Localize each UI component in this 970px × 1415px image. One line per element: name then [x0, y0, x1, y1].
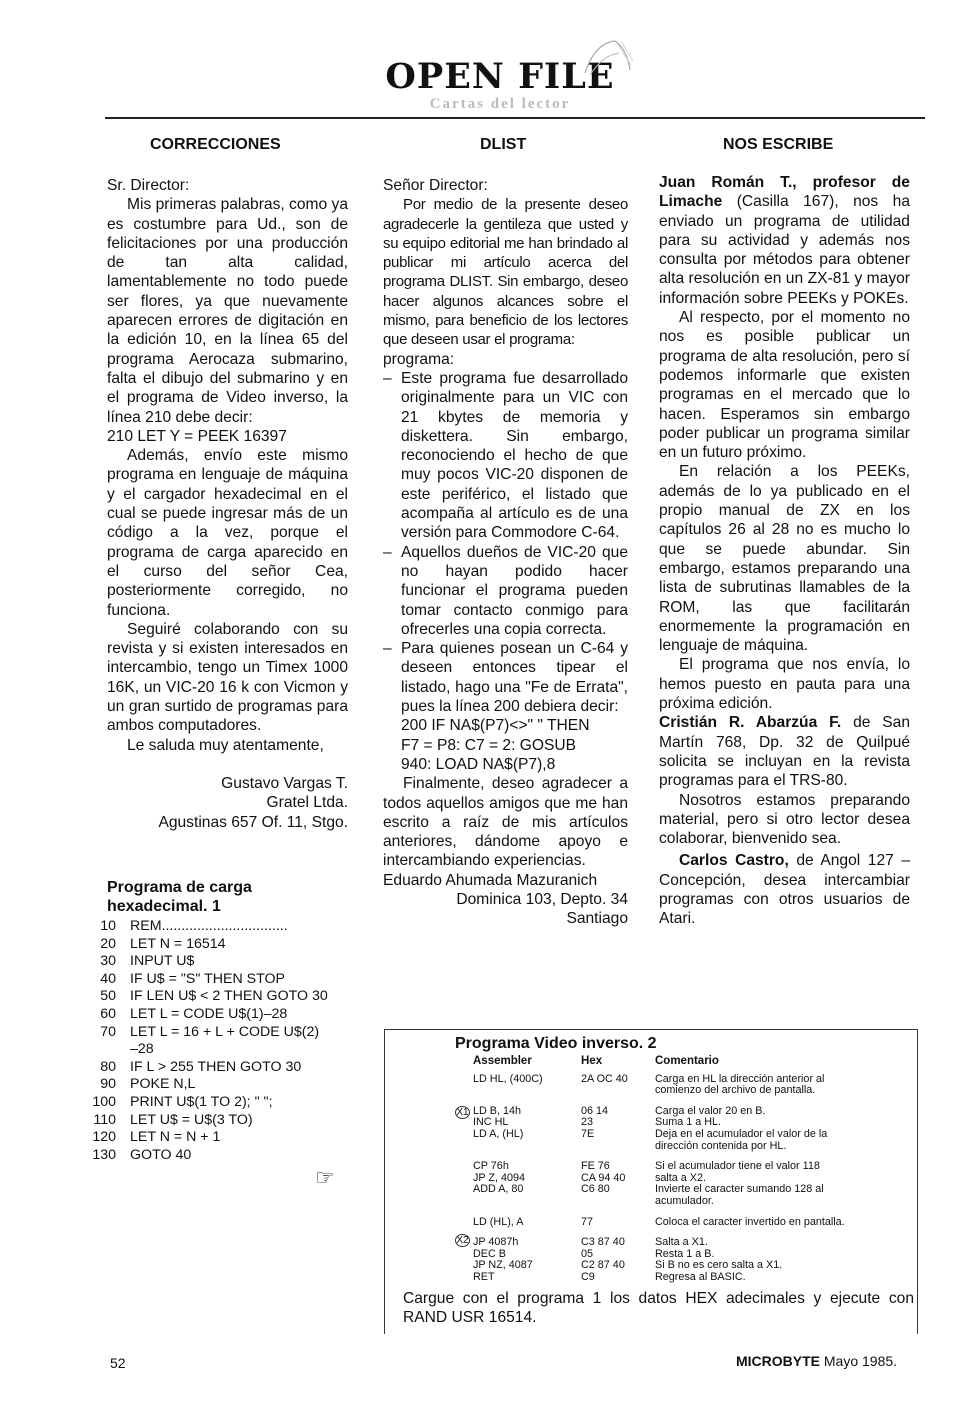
- reader-name: Carlos Castro,: [679, 852, 789, 870]
- paragraph: Finalmente, deseo agradecer a todos aquellos amigos que me han escrito a raíz de mis artículos anteriores, dándome apoyo e intercambiando experiencias.: [383, 775, 628, 870]
- list-item: – Este programa fue desarrollado originalmente para un VIC con 21 kbytes de memoria y diskettera. Sin embargo, reconociendo el hecho de que muy pocos VIC-20 disponen de este periférico, el listado que acompaña al artículo es de una versión para Commodore C-64.: [383, 369, 628, 543]
- line-code: –28: [130, 1041, 154, 1058]
- line-number: 30: [100, 953, 116, 970]
- line-number: 60: [100, 1005, 116, 1022]
- listing-line: [88, 1112, 378, 1130]
- comment-cell: Carga el valor 20 en B.: [655, 1104, 766, 1117]
- line-code: LET N = N + 1: [130, 1129, 221, 1146]
- listing-line: [88, 971, 378, 989]
- hex-cell: C3 87 40: [581, 1236, 625, 1249]
- comment-cell: Resta 1 a B.: [655, 1247, 715, 1260]
- assembler-cell: DEC B: [473, 1247, 506, 1260]
- table-row: [473, 1217, 850, 1229]
- assembler-cell: INC HL: [473, 1116, 509, 1129]
- line-code: LET L = CODE U$(1)–28: [130, 1005, 288, 1022]
- line-code: INPUT U$: [130, 953, 195, 970]
- comment-cell: Invierte el caracter sumando 128 al acumulador.: [655, 1183, 824, 1207]
- page-number: 52: [110, 1355, 126, 1371]
- line-code: GOTO 40: [130, 1146, 192, 1163]
- comment-cell: Salta a X1.: [655, 1236, 708, 1249]
- signature-city: Santiago: [566, 910, 628, 928]
- assembler-cell: LD B, 14h: [473, 1104, 522, 1117]
- paragraph: de Angol 127 – Concepción, desea intercambiar programas con otros usuarios de Atari.: [659, 852, 910, 928]
- comment-cell: Deja en el acumulador el valor de la dirección contenida por HL.: [655, 1127, 828, 1152]
- table-row: [473, 1161, 850, 1173]
- hex-cell: 05: [581, 1247, 594, 1260]
- comment-cell: salta a X2.: [655, 1171, 707, 1184]
- basic-listing: [88, 918, 378, 1164]
- line-code: IF LEN U$ < 2 THEN GOTO 30: [130, 988, 328, 1005]
- hex-cell: C9: [581, 1270, 595, 1283]
- comment-cell: Si B no es cero salta a X1.: [655, 1259, 783, 1272]
- listing-line: [88, 918, 378, 936]
- assembler-cell: CP 76h: [473, 1160, 509, 1173]
- line-code: IF U$ = "S" THEN STOP: [130, 970, 286, 987]
- heading-correcciones: CORRECCIONES: [150, 136, 281, 153]
- hex-cell: FE 76: [581, 1160, 610, 1173]
- reader-name: Cristián R. Abarzúa F.: [659, 714, 842, 732]
- assembler-cell: JP 4087h: [473, 1236, 519, 1249]
- paragraph: de San Martín 768, Dp. 32 de Quilpué solicita se incluyan en la revista programas para el TRS-80.: [659, 714, 910, 790]
- list-item: – Aquellos dueños de VIC-20 que no hayan podido hacer funcionar el programa pueden tomar contacto conmigo para ofrecerles una copia correcta.: [383, 543, 628, 639]
- line-number: [88, 1041, 130, 1059]
- hex-cell: 2A OC 40: [581, 1072, 628, 1085]
- table-row: [473, 1074, 850, 1097]
- table-row: [473, 1129, 850, 1152]
- listing-line: [88, 1147, 378, 1165]
- masthead-subtitle: Cartas del lector: [429, 96, 571, 112]
- pointing-hand-icon: ☞: [315, 1165, 335, 1190]
- dlist-notes: [383, 369, 628, 716]
- signature-address: Agustinas 657 Of. 11, Stgo.: [158, 813, 348, 831]
- signature-address: Dominica 103, Depto. 34: [456, 890, 628, 908]
- line-code: LET N = 16514: [130, 935, 226, 952]
- assembler-cell: JP NZ, 4087: [473, 1259, 533, 1272]
- paragraph: Al respecto, por el momento no nos es posible publicar un programa de alta resolución, pero sí podemos informarle que existen programas en el mercado que lo hacen. Esperamos sin embargo poder publicar un programa similar en un futuro próximo.: [659, 309, 910, 462]
- signature-name: Gustavo Vargas T.: [221, 774, 348, 792]
- line-number: 130: [92, 1146, 116, 1163]
- comment-cell: Regresa al BASIC.: [655, 1270, 746, 1283]
- line-number: 50: [100, 988, 116, 1005]
- line-number: 40: [100, 970, 116, 987]
- code-line: 940: LOAD NA$(P7),8: [401, 755, 556, 773]
- assembler-cell: LD (HL), A: [473, 1215, 524, 1228]
- paragraph: El programa que nos envía, lo hemos puesto en pauta para una próxima edición.: [659, 656, 910, 713]
- listing-line: [88, 936, 378, 954]
- header-rule: [105, 117, 925, 119]
- x2-marker: X2: [456, 1235, 469, 1246]
- column-header: Assembler: [473, 1055, 532, 1067]
- paragraph: (Casilla 167), nos ha enviado un programa de utilidad para su actividad y además nos consulta por métodos para obtener alta resolución en un ZX-81 y mayor información sobre PEEKs y POKEs.: [659, 193, 910, 307]
- column-header: Hex: [581, 1055, 603, 1067]
- hex-cell: C6 80: [581, 1183, 610, 1196]
- list-item: – Para quienes posean un C-64 y deseen entonces tipear el listado, hago una "Fe de Errata", pues la línea 200 debiera decir:: [383, 639, 628, 716]
- hex-cell: 77: [581, 1215, 594, 1228]
- code-line: F7 = P8: C7 = 2: GOSUB: [401, 736, 577, 754]
- assembler-cell: ADD A, 80: [473, 1183, 524, 1196]
- magazine-name: MICROBYTE: [736, 1353, 820, 1369]
- heading-dlist: DLIST: [480, 136, 527, 153]
- line-code: REM................................: [130, 918, 288, 934]
- hex-cell: 06 14: [581, 1104, 609, 1117]
- line-number: 70: [100, 1023, 116, 1040]
- line-number: 120: [92, 1129, 116, 1146]
- assembler-box: [384, 1029, 918, 1334]
- listing-line: [88, 1129, 378, 1147]
- hex-cell: C2 87 40: [581, 1259, 625, 1272]
- paragraph: Mis primeras palabras, como ya es costumbre para Ud., son de felicitaciones por una producción de tan alta calidad, lamentablemente no todo puede ser flores, ya que nuevamente aparecen errores de digitación en la edición 10, en la línea 65 del programa Aerocaza submarino, falta el dibujo del submarino y en el programa de Video inverso, la línea 210 debe decir:: [107, 196, 348, 426]
- line-number: 110: [93, 1111, 116, 1128]
- listing-line: [88, 1076, 378, 1094]
- comment-cell: Suma 1 a HL.: [655, 1116, 722, 1129]
- line-number: 80: [100, 1058, 116, 1075]
- listing-line: [88, 1041, 378, 1059]
- heading-nos-escribe: NOS ESCRIBE: [723, 136, 834, 153]
- comment-cell: Si el acumulador tiene el valor 118: [655, 1160, 820, 1173]
- listing-line: [88, 988, 378, 1006]
- box-title: Programa Video inverso. 2: [455, 1035, 657, 1052]
- letter-dlist: [383, 176, 628, 929]
- issue-date: Mayo 1985.: [820, 1353, 898, 1369]
- comment-cell: Coloca el caracter invertido en pantalla.: [655, 1215, 845, 1228]
- masthead-title: OPEN FILE: [385, 56, 615, 97]
- listing-line: [88, 1094, 378, 1112]
- paragraph: En relación a los PEEKs, además de lo ya publicado en el propio manual de ZX en los capítulos 26 al 28 no es mucho lo que se puede abundar. Sin embargo, estamos preparando una lista de subrutinas llamables de la ROM, las que facilitarán enormemente la programación en lenguaje de máquina.: [659, 463, 910, 655]
- closing: Le saluda muy atentamente,: [127, 736, 324, 754]
- hex-cell: 23: [581, 1116, 594, 1129]
- line-code: LET L = 16 + L + CODE U$(2): [130, 1023, 320, 1040]
- line-number: 10: [100, 918, 116, 934]
- salutation: Señor Director:: [383, 177, 488, 194]
- table-row: [473, 1237, 850, 1249]
- listing-line: [88, 1006, 378, 1024]
- code-line: 210 LET Y = PEEK 16397: [107, 427, 287, 445]
- assembler-table: [473, 1056, 850, 1284]
- table-row: [473, 1184, 850, 1207]
- assembler-cell: LD A, (HL): [473, 1127, 524, 1140]
- line-number: 100: [92, 1093, 116, 1110]
- line-code: LET U$ = U$(3 TO): [130, 1111, 253, 1128]
- paragraph: Nosotros estamos preparando material, pero si otro lector desea colaborar, bienvenido sea.: [659, 791, 910, 848]
- listing-line: [88, 1059, 378, 1077]
- salutation: Sr. Director:: [107, 177, 190, 194]
- box-note: Cargue con el programa 1 los datos HEX adecimales y ejecute con RAND USR 16514.: [403, 1289, 914, 1326]
- listing-line: [88, 953, 378, 971]
- line-code: POKE N,L: [130, 1076, 196, 1093]
- listing-line: [88, 1024, 378, 1042]
- listing-title: Programa de carga hexadecimal. 1: [107, 879, 252, 915]
- assembler-cell: JP Z, 4094: [473, 1171, 526, 1184]
- file-folder-icon: [575, 35, 635, 95]
- reader-name: Juan Román T., profesor de Limache: [659, 174, 910, 211]
- paragraph: programa:: [383, 350, 455, 368]
- paragraph: Seguiré colaborando con su revista y si existen interesados en intercambio, tengo un Timex 1000 16K, un VIC-20 16 k con Vicmon y un gran surtido de programas para ambos computadores.: [107, 620, 348, 735]
- editor-replies: [659, 173, 910, 929]
- signature-company: Gratel Ltda.: [266, 794, 348, 812]
- line-number: 20: [100, 935, 116, 952]
- hex-cell: CA 94 40: [581, 1171, 626, 1184]
- assembler-cell: LD HL, (400C): [473, 1072, 543, 1085]
- assembler-cell: RET: [473, 1270, 495, 1283]
- x1-marker: X1: [456, 1107, 469, 1118]
- letter-correcciones: [107, 176, 348, 832]
- column-header: Comentario: [655, 1055, 719, 1067]
- comment-cell: Carga en HL la dirección anterior al comienzo del archivo de pantalla.: [655, 1072, 825, 1097]
- paragraph: Por medio de la presente deseo agradecerle la gentileza que usted y su equipo editorial me han brindado al publicar mi artículo acerca del programa DLIST. Sin embargo, deseo hacer algunos alcances sobre el mismo, para beneficio de los lectores que deseen usar el programa:: [383, 196, 628, 349]
- code-line: 200 IF NA$(P7)<>" " THEN: [401, 717, 590, 735]
- line-code: PRINT U$(1 TO 2); " ";: [130, 1093, 273, 1110]
- signature-name: Eduardo Ahumada Mazuranich: [383, 871, 598, 889]
- line-number: 90: [100, 1076, 116, 1093]
- line-code: IF L > 255 THEN GOTO 30: [130, 1058, 302, 1075]
- table-row: [473, 1272, 850, 1284]
- hex-cell: 7E: [581, 1127, 595, 1140]
- paragraph: Además, envío este mismo programa en lenguaje de máquina y el cargador hexadecimal en el cual se puede ingresar más de un código a la vez, porque el programa de carga aparecido en el curso del señor Cea, posteriormente corregido, no funciona.: [107, 447, 348, 619]
